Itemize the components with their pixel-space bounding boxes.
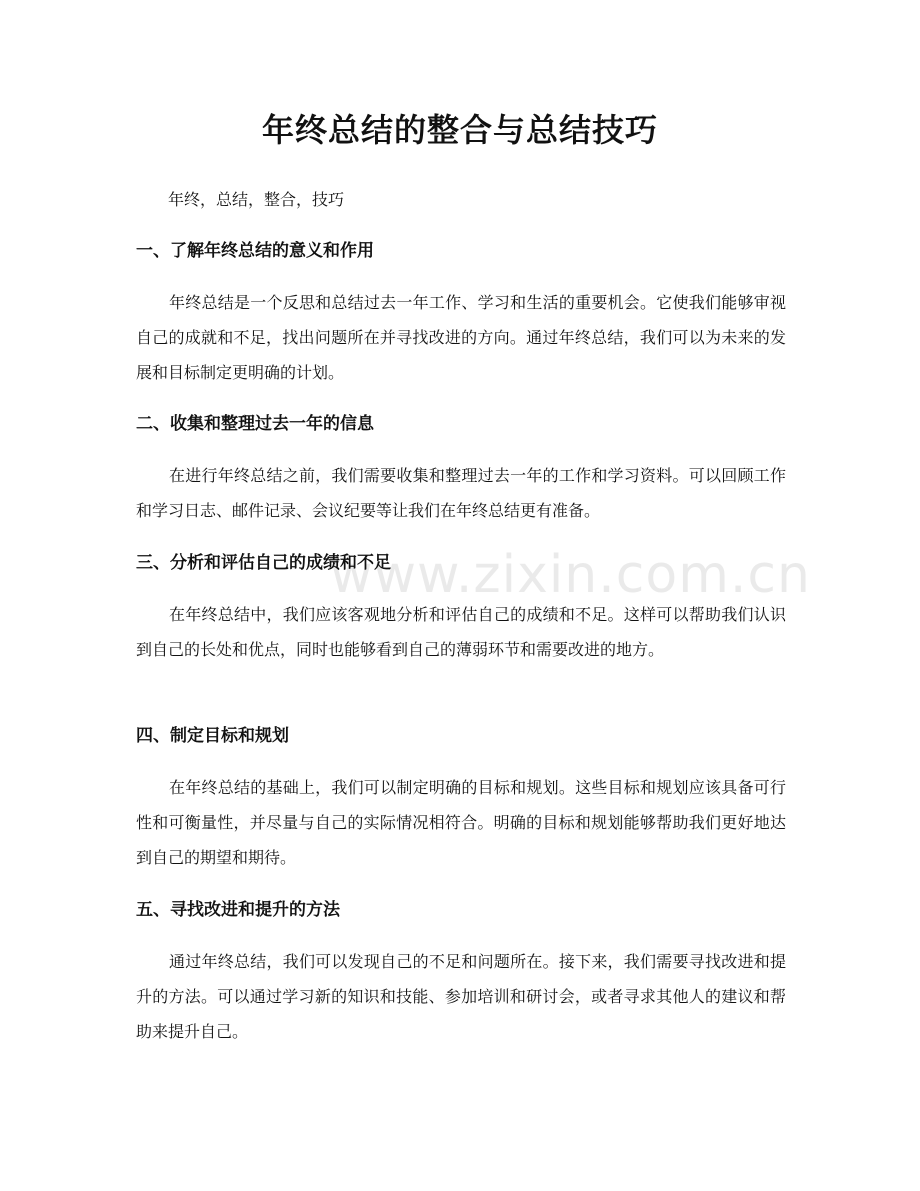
section-paragraph: 在年终总结的基础上，我们可以制定明确的目标和规划。这些目标和规划应该具备可行性和可衡量性，并尽量与自己的实际情况相符合。明确的目标和规划能够帮助我们更好地达到自己的期望和期待。 bbox=[136, 778, 786, 867]
section-paragraph: 在进行年终总结之前，我们需要收集和整理过去一年的工作和学习资料。可以回顾工作和学习日志、邮件记录、会议纪要等让我们在年终总结更有准备。 bbox=[136, 466, 786, 520]
section-heading: 二、收集和整理过去一年的信息 bbox=[136, 414, 374, 434]
section-paragraph: 在年终总结中，我们应该客观地分析和评估自己的成绩和不足。这样可以帮助我们认识到自己的长处和优点，同时也能够看到自己的薄弱环节和需要改进的地方。 bbox=[136, 605, 786, 659]
watermark: www.zixin.com.cn bbox=[330, 545, 811, 605]
section-heading: 五、寻找改进和提升的方法 bbox=[136, 900, 340, 920]
section-heading: 四、制定目标和规划 bbox=[136, 726, 289, 746]
section-heading: 三、分析和评估自己的成绩和不足 bbox=[136, 553, 391, 573]
section-paragraph: 年终总结是一个反思和总结过去一年工作、学习和生活的重要机会。它使我们能够审视自己的成就和不足，找出问题所在并寻找改进的方向。通过年终总结，我们可以为未来的发展和目标制定更明确的计划。 bbox=[136, 293, 786, 382]
document-title: 年终总结的整合与总结技巧 bbox=[261, 111, 658, 149]
section-heading: 一、了解年终总结的意义和作用 bbox=[136, 241, 374, 261]
keywords-line: 年终，总结，整合，技巧 bbox=[168, 190, 345, 209]
section-paragraph: 通过年终总结，我们可以发现自己的不足和问题所在。接下来，我们需要寻找改进和提升的方法。可以通过学习新的知识和技能、参加培训和研讨会，或者寻求其他人的建议和帮助来提升自己。 bbox=[136, 952, 786, 1041]
